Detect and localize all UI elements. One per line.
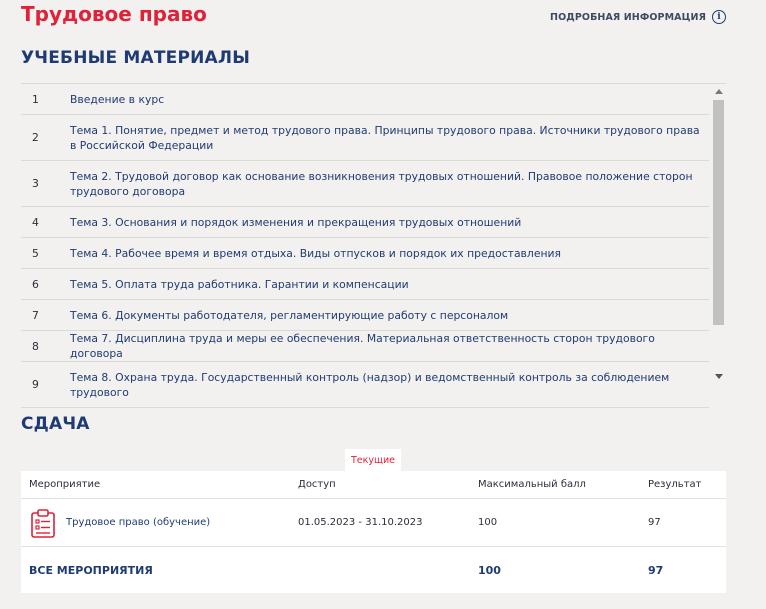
material-number: 6	[32, 277, 39, 291]
material-link[interactable]: Тема 8. Охрана труда. Государственный контроль (надзор) и ведомственный контроль за соблюдением трудового	[70, 370, 670, 399]
material-item[interactable]	[21, 331, 709, 362]
material-number: 1	[32, 92, 39, 106]
material-link[interactable]: Введение в курс	[70, 92, 165, 106]
total-result: 97	[648, 563, 664, 577]
table-header-row	[21, 471, 726, 499]
page-title: Трудовое право	[21, 2, 207, 26]
material-number: 8	[32, 339, 39, 353]
event-access-dates: 01.05.2023 - 31.10.2023	[298, 517, 423, 528]
material-item[interactable]	[21, 362, 709, 408]
materials-section-title: УЧЕБНЫЕ МАТЕРИАЛЫ	[21, 48, 251, 68]
material-link[interactable]: Тема 5. Оплата труда работника. Гарантии и компенсации	[70, 277, 409, 291]
material-item[interactable]	[21, 238, 709, 269]
materials-list	[21, 84, 709, 408]
material-link[interactable]: Тема 2. Трудовой договор как основание возникновения трудовых отношений. Правовое положение сторон трудового договора	[70, 169, 693, 198]
material-item[interactable]	[21, 84, 709, 115]
more-info-link[interactable]	[550, 10, 726, 24]
table-total-row	[21, 547, 726, 593]
scroll-up-arrow-icon[interactable]	[715, 89, 723, 94]
scrollbar-thumb[interactable]	[713, 100, 724, 325]
material-item[interactable]	[21, 161, 709, 207]
material-link[interactable]: Тема 7. Дисциплина труда и меры ее обеспечения. Материальная ответственность сторон трудового договора	[70, 332, 655, 360]
event-name: Трудовое право (обучение)	[66, 517, 211, 528]
submission-section-title: СДАЧА	[21, 414, 90, 434]
material-number: 5	[32, 246, 39, 260]
events-table	[21, 471, 726, 593]
column-header-event: Мероприятие	[29, 479, 101, 490]
material-number: 2	[32, 131, 39, 144]
scroll-down-arrow-icon[interactable]	[715, 374, 723, 379]
material-link[interactable]: Тема 6. Документы работодателя, регламентирующие работу с персоналом	[70, 308, 509, 322]
material-item[interactable]	[21, 269, 709, 300]
total-max-score: 100	[478, 563, 501, 577]
material-number: 4	[32, 215, 39, 229]
column-header-result: Результат	[648, 479, 702, 490]
material-number: 3	[32, 177, 39, 190]
clipboard-icon	[29, 508, 57, 538]
material-item[interactable]	[21, 300, 709, 331]
event-max-score: 100	[478, 517, 498, 528]
more-info-label: ПОДРОБНАЯ ИНФОРМАЦИЯ	[550, 11, 706, 23]
total-label: ВСЕ МЕРОПРИЯТИЯ	[29, 563, 153, 577]
material-link[interactable]: Тема 1. Понятие, предмет и метод трудового права. Принципы трудового права. Источники трудового права в Российской Федерации	[70, 123, 700, 152]
column-header-max-score: Максимальный балл	[478, 479, 586, 490]
table-row	[21, 499, 726, 547]
material-number: 9	[32, 378, 39, 391]
materials-scrollbar[interactable]	[711, 84, 726, 384]
event-link[interactable]	[29, 508, 210, 538]
column-header-access: Доступ	[298, 479, 336, 490]
material-item[interactable]	[21, 207, 709, 238]
material-link[interactable]: Тема 3. Основания и порядок изменения и прекращения трудовых отношений	[70, 215, 522, 229]
material-item[interactable]	[21, 115, 709, 161]
material-link[interactable]: Тема 4. Рабочее время и время отдыха. Виды отпусков и порядок их предоставления	[70, 246, 562, 260]
info-icon: i	[712, 10, 726, 24]
event-result: 97	[648, 517, 661, 528]
material-number: 7	[32, 308, 39, 322]
tab-current[interactable]: Текущие	[345, 449, 401, 471]
materials-list-container	[21, 83, 726, 399]
